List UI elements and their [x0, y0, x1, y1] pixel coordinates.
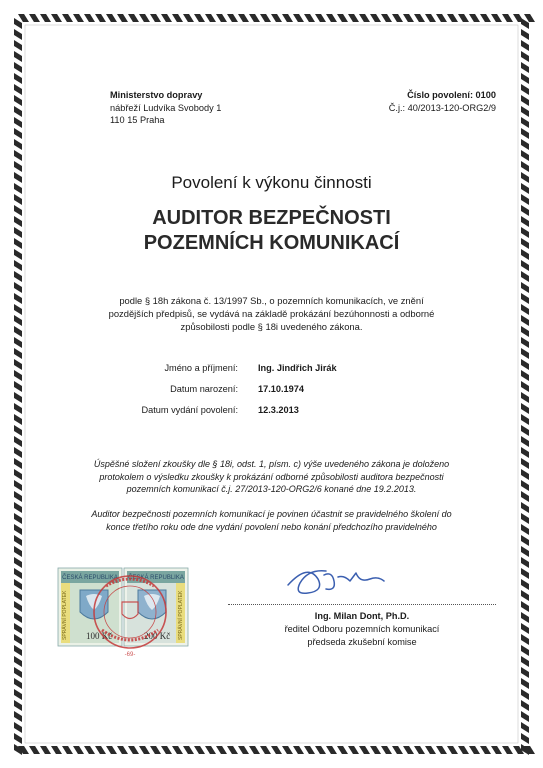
- permit-number: Číslo povolení: 0100: [407, 90, 496, 100]
- training-note-line: Auditor bezpečnosti pozemních komunikací je povinen účastnit se pravidelného školení do: [91, 509, 452, 519]
- exam-note: [0, 458, 543, 496]
- signatory-block: [228, 610, 496, 649]
- reference-block: [389, 89, 496, 114]
- training-note: [0, 508, 543, 533]
- issue-date-value: 12.3.2013: [258, 405, 299, 415]
- issuer-name: Ministerstvo dopravy: [110, 90, 203, 100]
- issuer-street: nábřeží Ludvíka Svobody 1: [110, 102, 222, 113]
- exam-note-line: Úspěšné složení zkoušky dle § 18i, odst. 1, písm. c) výše uvedeného zákona je doloženo: [93, 459, 450, 469]
- document-heading: Povolení k výkonu činnosti: [171, 173, 372, 192]
- right-stamp-country: ČESKÁ REPUBLIKA: [128, 575, 184, 581]
- intro-paragraph: [0, 294, 543, 333]
- training-note-line: konce třetího roku ode dne vydání povolení nebo konání předchozího pravidelného: [106, 521, 437, 532]
- right-stamp-value: 200 Kč: [144, 631, 171, 641]
- document-title: [0, 206, 543, 256]
- issue-date-label: Datum vydání povolení:: [141, 405, 238, 415]
- intro-line: podle § 18h zákona č. 13/1997 Sb., o pozemních komunikacích, ve znění: [119, 295, 424, 306]
- exam-note-line: pozemních komunikací č.j. 27/2013-120-ORG2/6 konané dne 19.2.2013.: [126, 484, 417, 495]
- signature: [280, 555, 390, 603]
- signatory-role-2: předseda zkušební komise: [307, 637, 417, 647]
- left-stamp-value: 100 Kč: [86, 631, 113, 641]
- left-stamp-country: ČESKÁ REPUBLIKA: [62, 575, 118, 581]
- signatory-name: Ing. Milan Dont, Ph.D.: [314, 611, 410, 621]
- name-label: Jméno a příjmení:: [164, 363, 238, 373]
- title-line-2: POZEMNÍCH KOMUNIKACÍ: [143, 232, 400, 254]
- issuer-city: 110 15 Praha: [110, 115, 165, 126]
- name-value: Ing. Jindřich Jirák: [258, 363, 337, 373]
- intro-line: pozdějších předpisů, se vydává na základě prokázání bezúhonnosti a odborné: [108, 308, 435, 319]
- dob-value: 17.10.1974: [258, 384, 304, 394]
- right-stamp-fee: SPRÁVNÍ POPLATEK: [178, 590, 184, 640]
- signatory-role-1: ředitel Odboru pozemních komunikací: [284, 624, 440, 634]
- issuer-block: [110, 89, 221, 127]
- intro-line: způsobilosti podle § 18i uvedeného zákona.: [180, 321, 363, 332]
- seal-number: -69-: [124, 652, 136, 658]
- file-number: Č.j.: 40/2013-120-ORG2/9: [388, 102, 496, 113]
- revenue-stamps: [56, 560, 206, 668]
- dob-label: Datum narození:: [170, 384, 238, 394]
- title-line-1: AUDITOR BEZPEČNOSTI: [152, 207, 391, 229]
- signature-line: [228, 604, 496, 605]
- exam-note-line: protokolem o výsledku zkoušky k prokázání odborné způsobilosti auditora bezpečnosti: [99, 471, 444, 482]
- left-stamp-fee: SPRÁVNÍ POPLATEK: [62, 590, 68, 640]
